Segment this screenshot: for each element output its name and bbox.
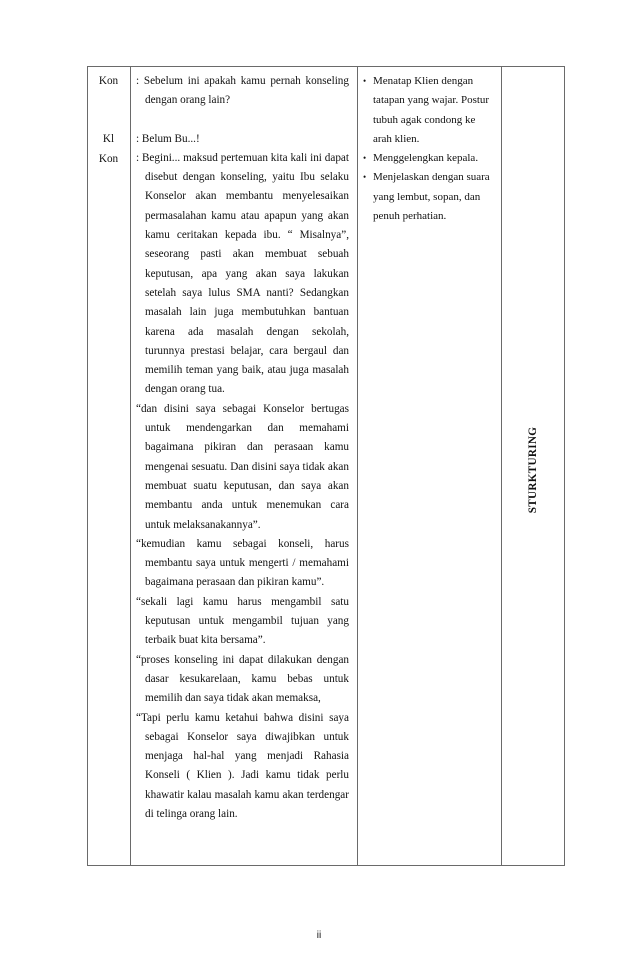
bullet-icon: •: [363, 153, 367, 164]
dialog-quote: “kemudian kamu sebagai konseli, harus membantu saya untuk mengerti / memahami bagaimana perasaan dan pikiran kamu”.: [136, 537, 349, 589]
bullet-icon: •: [363, 76, 367, 86]
nonverbal-text: Menggelengkan kepala.: [373, 152, 479, 165]
speaker-label: Kon: [98, 75, 119, 87]
dialog-line: : Sebelum ini apakah kamu pernah konseling dengan orang lain?: [136, 75, 349, 107]
speaker-label: Kl: [102, 133, 115, 145]
nonverbal-text: Menjelaskan dengan suara yang lembut, sopan, dan penuh perhatian.: [373, 171, 490, 223]
dialog-quote: “Tapi perlu kamu ketahui bahwa disini saya sebagai Konselor saya diwajibkan untuk menjaga hal-hal yang menjadi Rahasia Konseli ( Klien ). Jadi kamu tidak perlu khawatir kalau masalah kamu akan terdengar di telinga orang lain.: [136, 711, 349, 820]
dialog-line: : Begini... maksud pertemuan kita kali ini dapat disebut dengan konseling, yaitu Ibu selaku Konselor akan membantu menyelesaikan permasalahan kamu atau apapun yang akan kamu ceritakan kepada ibu. “ Misalnya”, seseorang pasti akan membuat sebuah keputusan, apa yang akan saya lakukan setelah saya lulus SMA nanti? Sedangkan masalah lain juga membutuhkan bantuan karena ada masalah dengan sekolah, turunnya prestasi belajar, cara bergaul dan memilih teman yang baik, atau juga masalah dengan orang tua.: [136, 151, 349, 396]
column-divider: [130, 66, 131, 866]
nonverbal-item: [363, 149, 493, 168]
dialog-column: [136, 72, 349, 824]
bullet-icon: •: [363, 172, 367, 183]
column-divider: [357, 66, 358, 866]
dialog-quote: “dan disini saya sebagai Konselor bertugas untuk mendengarkan dan memahami bagaimana pikiran dan perasaan kamu mengenai sesuatu. Dan disini saya tidak akan membuat suatu keputusan, dan saya akan membantu anda untuk menemukan cara untuk melaksanakannya”.: [136, 402, 349, 531]
nonverbal-item: [363, 168, 493, 226]
dialog-quote: “proses konseling ini dapat dilakukan dengan dasar kesukarelaan, kamu bebas untuk memilih dan saya tidak akan memaksa,: [136, 653, 349, 705]
nonverbal-item: [363, 72, 493, 149]
dialog-quote: “sekali lagi kamu harus mengambil satu keputusan untuk mengambil tujuan yang terbaik buat kita bersama”.: [136, 595, 349, 647]
column-divider: [501, 66, 502, 866]
stage-label: STURKTURING: [527, 426, 539, 514]
speaker-label: Kon: [98, 153, 119, 165]
nonverbal-text: Menatap Klien dengan tatapan yang wajar. Postur tubuh agak condong ke arah klien.: [373, 75, 490, 145]
page-number: ii: [316, 930, 322, 941]
dialog-line: : Belum Bu...!: [136, 132, 200, 145]
nonverbal-column: [363, 72, 493, 226]
